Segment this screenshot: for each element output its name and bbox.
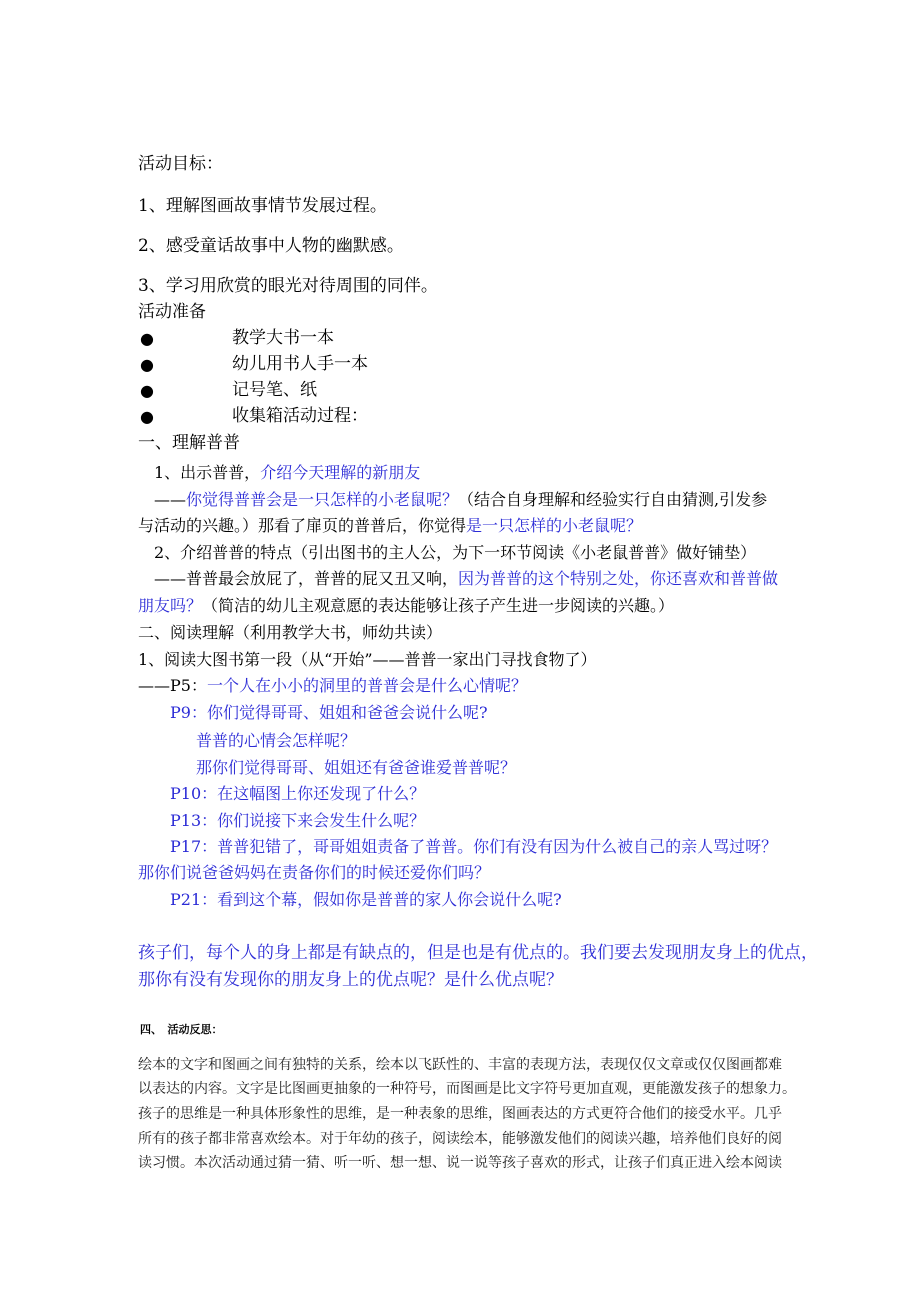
part2-p9: P9：你们觉得哥哥、姐姐和爸爸会说什么呢?	[170, 703, 488, 722]
bullet-icon: ●	[140, 355, 154, 374]
part1-question2-cont: 朋友吗？（简洁的幼儿主观意愿的表达能够让孩子产生进一步阅读的兴趣。）	[138, 596, 675, 615]
part2-p17: P17：普普犯错了，哥哥姐姐责备了普普。你们有没有因为什么被自己的亲人骂过呀？	[170, 837, 778, 856]
part2-p21: P21：看到这个幕，假如你是普普的家人你会说什么呢?	[170, 890, 562, 909]
bullet-icon: ●	[140, 329, 154, 348]
reflection-line-5: 读习惯。本次活动通过猜一猜、听一听、想一想、说一说等孩子喜欢的形式，让孩子们真正进入绘本阅读	[138, 1155, 782, 1171]
summary-line-2: 那你有没有发现你的朋友身上的优点呢？是什么优点呢？	[138, 970, 563, 990]
part2-p9-b: 那你们觉得哥哥、姐姐还有爸爸谁爱普普呢？	[196, 758, 517, 777]
summary-line-1: 孩子们，每个人的身上都是有缺点的，但是也是有优点的。我们要去发现朋友身上的优点，	[138, 943, 818, 963]
part2-p5: ——P5：一个人在小小的洞里的普普会是什么心情呢？	[138, 676, 527, 695]
part1-question1: ——你觉得普普会是一只怎样的小老鼠呢？（结合自身理解和经验实行自由猜测,引发参	[154, 490, 768, 509]
part1-question1-cont: 与活动的兴趣。）那看了扉页的普普后，你觉得是一只怎样的小老鼠呢？	[138, 516, 643, 535]
part2-p10: P10：在这幅图上你还发现了什么？	[170, 784, 426, 803]
part1-question2: ——普普最会放屁了，普普的屁又丑又响，因为普普的这个特别之处，你还喜欢和普普做	[154, 569, 779, 588]
bullet-icon: ●	[140, 407, 154, 426]
reflection-line-3: 孩子的思维是一种具体形象性的思维，是一种表象的思维，图画表达的方式更符合他们的接受水平。几乎	[138, 1106, 782, 1122]
reflection-line-2: 以表达的内容。文字是比图画更抽象的一种符号，而图画是比文字符号更加直观，更能激发孩子的想象力。	[138, 1081, 796, 1097]
part4-title: 四、 活动反思：	[140, 1023, 223, 1036]
prep-title: 活动准备	[138, 302, 206, 322]
goal-item-2: 2、感受童话故事中人物的幽默感。	[138, 236, 404, 256]
prep-item-3: 记号笔、纸	[232, 380, 317, 400]
goal-item-3: 3、学习用欣赏的眼光对待周围的同伴。	[138, 276, 438, 296]
part1-step1: 1、出示普普，介绍今天理解的新朋友	[154, 463, 421, 482]
prep-item-1: 教学大书一本	[232, 328, 334, 348]
part1-title: 一、理解普普	[138, 433, 240, 453]
reflection-line-4: 所有的孩子都非常喜欢绘本。对于年幼的孩子，阅读绘本，能够激发他们的阅读兴趣，培养他们良好的阅	[138, 1131, 782, 1147]
part2-title: 二、阅读理解（利用教学大书，师幼共读）	[138, 623, 443, 642]
part2-p9-a: 普普的心情会怎样呢？	[196, 731, 357, 750]
part2-step1: 1、阅读大图书第一段（从“开始”——普普一家出门寻找食物了）	[138, 650, 597, 669]
part2-p13: P13：你们说接下来会发生什么呢？	[170, 811, 426, 830]
prep-item-2: 幼儿用书人手一本	[232, 354, 368, 374]
reflection-line-1: 绘本的文字和图画之间有独特的关系，绘本以飞跃性的、丰富的表现方法，表现仅仅文章或仅仅图画都难	[138, 1057, 782, 1073]
part1-step2: 2、介绍普普的特点（引出图书的主人公，为下一环节阅读《小老鼠普普》做好铺垫）	[154, 543, 757, 562]
goals-title: 活动目标：	[138, 154, 223, 174]
bullet-icon: ●	[140, 381, 154, 400]
goal-item-1: 1、理解图画故事情节发展过程。	[138, 196, 387, 216]
part2-p17-cont: 那你们说爸爸妈妈在责备你们的时候还爱你们吗？	[138, 863, 491, 882]
prep-item-4: 收集箱活动过程：	[232, 406, 368, 426]
